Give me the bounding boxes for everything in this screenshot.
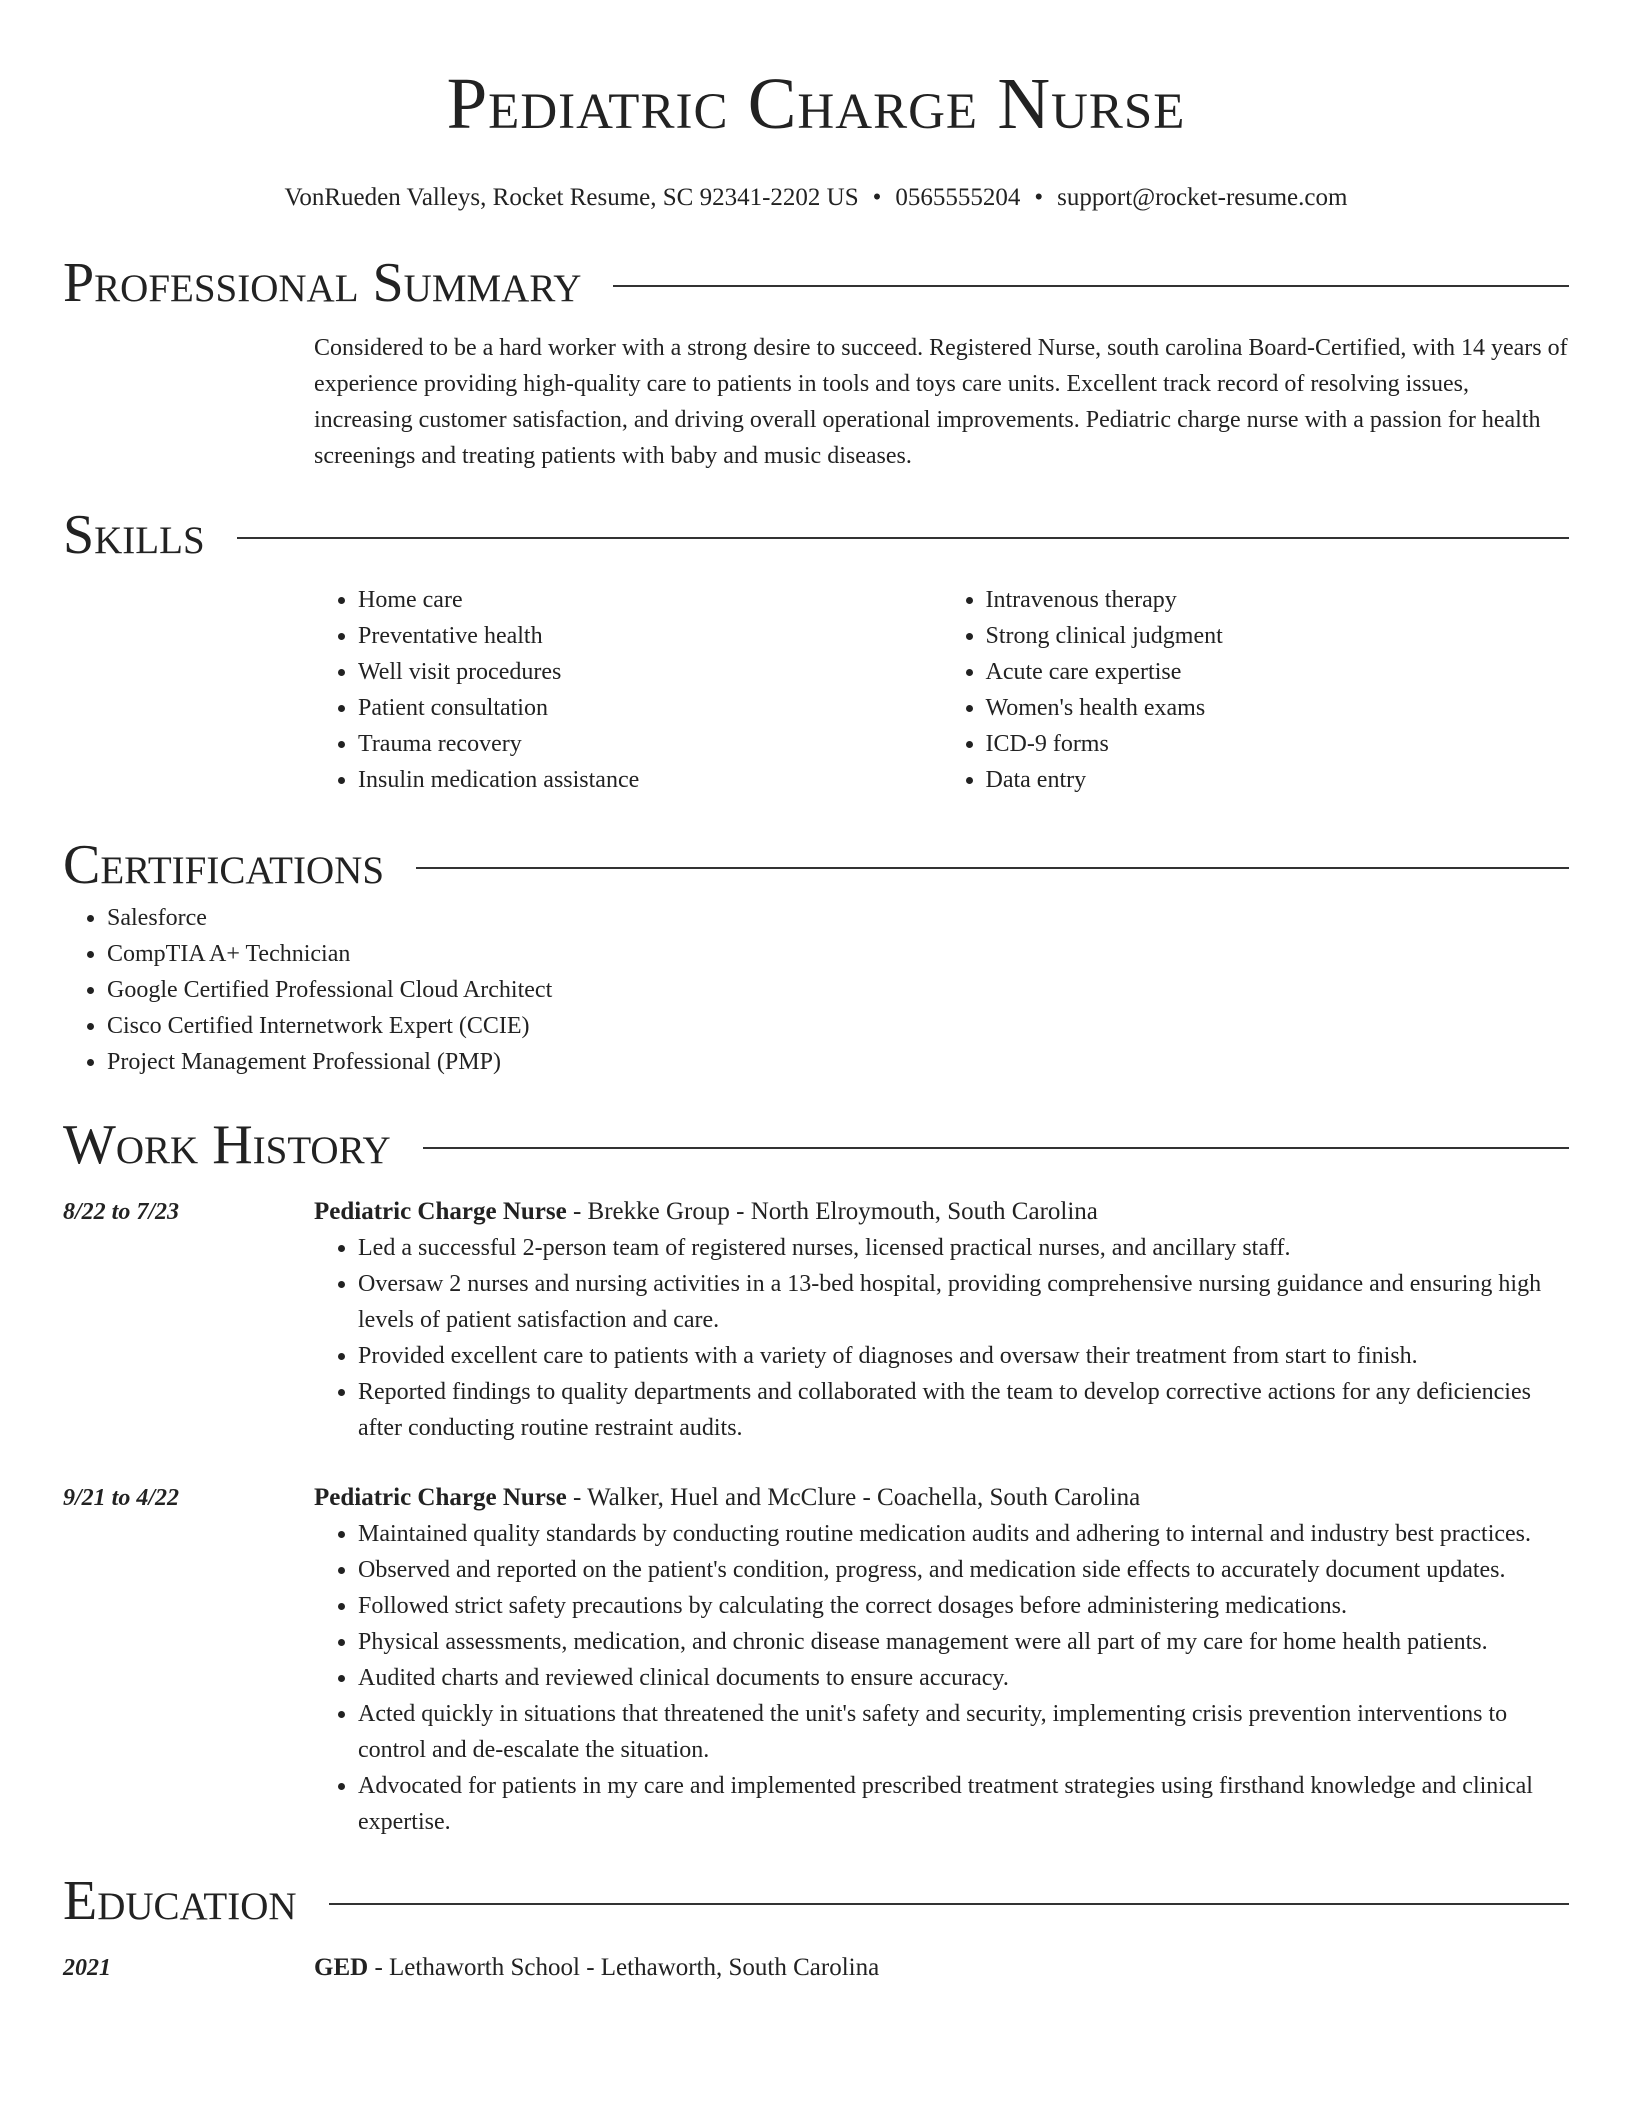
skill-item: • Home care: [358, 582, 942, 618]
contact-phone: 0565555204: [895, 184, 1021, 211]
job-duty-item: • Led a successful 2-person team of registered nurses, licensed practical nurses, and ancillary staff.: [358, 1230, 1569, 1266]
job-duty-item: • Physical assessments, medication, and chronic disease management were all part of my care for home health patients.: [358, 1624, 1569, 1660]
education-section-header: [63, 1866, 1569, 1936]
summary-section-title: Professional Summary: [63, 252, 582, 314]
contact-email: support@rocket-resume.com: [1057, 184, 1348, 211]
job-duty-item: • Maintained quality standards by conducting routine medication audits and adhering to internal and industry best practices.: [358, 1516, 1569, 1552]
job-duty-item: • Advocated for patients in my care and implemented prescribed treatment strategies using firsthand knowledge and clinical expertise.: [358, 1768, 1569, 1840]
education-degree: GED: [314, 1954, 369, 1981]
job-body: [314, 1194, 1569, 1446]
skill-item: • ICD-9 forms: [986, 726, 1570, 762]
job-duty-item: • Provided excellent care to patients with a variety of diagnoses and oversaw their treatment from start to finish.: [358, 1338, 1569, 1374]
certification-item: • Project Management Professional (PMP): [107, 1044, 1569, 1080]
skill-item: • Acute care expertise: [986, 654, 1570, 690]
section-divider: [416, 867, 1569, 869]
job-duties: [314, 1516, 1569, 1840]
skill-item: • Women's health exams: [986, 690, 1570, 726]
skills-list-right: [942, 582, 1570, 798]
job-duty-item: • Oversaw 2 nurses and nursing activities in a 13-bed hospital, providing comprehensive nursing guidance and ensuring high levels of patient satisfaction and care.: [358, 1266, 1569, 1338]
contact-line: [63, 182, 1569, 214]
job-title-line: [314, 1480, 1569, 1516]
job-entry: [63, 1194, 1569, 1446]
section-divider: [237, 537, 1569, 539]
skill-item: • Trauma recovery: [358, 726, 942, 762]
skills-section-title: Skills: [63, 504, 205, 566]
certification-item: • Cisco Certified Internetwork Expert (CCIE): [107, 1008, 1569, 1044]
certification-item: • Google Certified Professional Cloud Architect: [107, 972, 1569, 1008]
summary-text: Considered to be a hard worker with a strong desire to succeed. Registered Nurse, south carolina Board-Certified, with 14 years of experience providing high-quality care to patients in tools and toys care units. Excellent track record of resolving issues, increasing customer satisfaction, and driving overall operational improvements. Pediatric charge nurse with a passion for health screenings and treating patients with baby and music diseases.: [314, 335, 1568, 469]
job-duties: [314, 1230, 1569, 1446]
skills-section-header: [63, 500, 1569, 570]
work-section-header: [63, 1110, 1569, 1180]
job-duty-item: • Audited charts and reviewed clinical documents to ensure accuracy.: [358, 1660, 1569, 1696]
job-position: Pediatric Charge Nurse: [314, 1484, 567, 1511]
certifications-section-title: Certifications: [63, 834, 385, 896]
skills-list-left: [314, 582, 942, 798]
job-title-line: [314, 1194, 1569, 1230]
job-employer: - Brekke Group - North Elroymouth, South Carolina: [566, 1198, 1098, 1225]
job-duty-item: • Reported findings to quality departments and collaborated with the team to develop corrective actions for any deficiencies after conducting routine restraint audits.: [358, 1374, 1569, 1446]
certifications-section-header: [63, 830, 1569, 900]
skill-item: • Intravenous therapy: [986, 582, 1570, 618]
work-section-title: Work History: [63, 1114, 391, 1176]
skill-item: • Preventative health: [358, 618, 942, 654]
section-divider: [423, 1147, 1569, 1149]
certification-item: • CompTIA A+ Technician: [107, 936, 1569, 972]
candidate-name: Pediatric Charge Nurse: [446, 63, 1186, 144]
job-position: Pediatric Charge Nurse: [314, 1198, 567, 1225]
contact-separator: •: [1034, 184, 1044, 211]
certifications-list: [63, 900, 1569, 1080]
section-divider: [613, 285, 1569, 287]
skill-item: • Strong clinical judgment: [986, 618, 1570, 654]
job-dates: 9/21 to 4/22: [63, 1485, 180, 1511]
skill-item: • Patient consultation: [358, 690, 942, 726]
skills-columns: [314, 582, 1569, 798]
education-entry: [63, 1950, 1569, 1986]
education-school: - Lethaworth School - Lethaworth, South Carolina: [368, 1954, 880, 1981]
education-year: 2021: [63, 1955, 111, 1981]
job-body: [314, 1480, 1569, 1840]
job-duty-item: • Observed and reported on the patient's condition, progress, and medication side effects to accurately document updates.: [358, 1552, 1569, 1588]
contact-separator: •: [872, 184, 882, 211]
contact-address: VonRueden Valleys, Rocket Resume, SC 92341-2202 US: [284, 184, 859, 211]
job-duty-item: • Followed strict safety precautions by calculating the correct dosages before administering medications.: [358, 1588, 1569, 1624]
education-line: [314, 1950, 879, 1986]
job-duty-item: • Acted quickly in situations that threatened the unit's safety and security, implementing crisis prevention interventions to control and de-escalate the situation.: [358, 1696, 1569, 1768]
skill-item: • Insulin medication assistance: [358, 762, 942, 798]
job-employer: - Walker, Huel and McClure - Coachella, South Carolina: [566, 1484, 1141, 1511]
skill-item: • Well visit procedures: [358, 654, 942, 690]
skill-item: • Data entry: [986, 762, 1570, 798]
education-section-title: Education: [63, 1870, 297, 1932]
job-entry: [63, 1480, 1569, 1840]
certification-item: • Salesforce: [107, 900, 1569, 936]
section-divider: [329, 1903, 1569, 1905]
job-dates: 8/22 to 7/23: [63, 1199, 180, 1225]
summary-section-header: [63, 248, 1569, 318]
